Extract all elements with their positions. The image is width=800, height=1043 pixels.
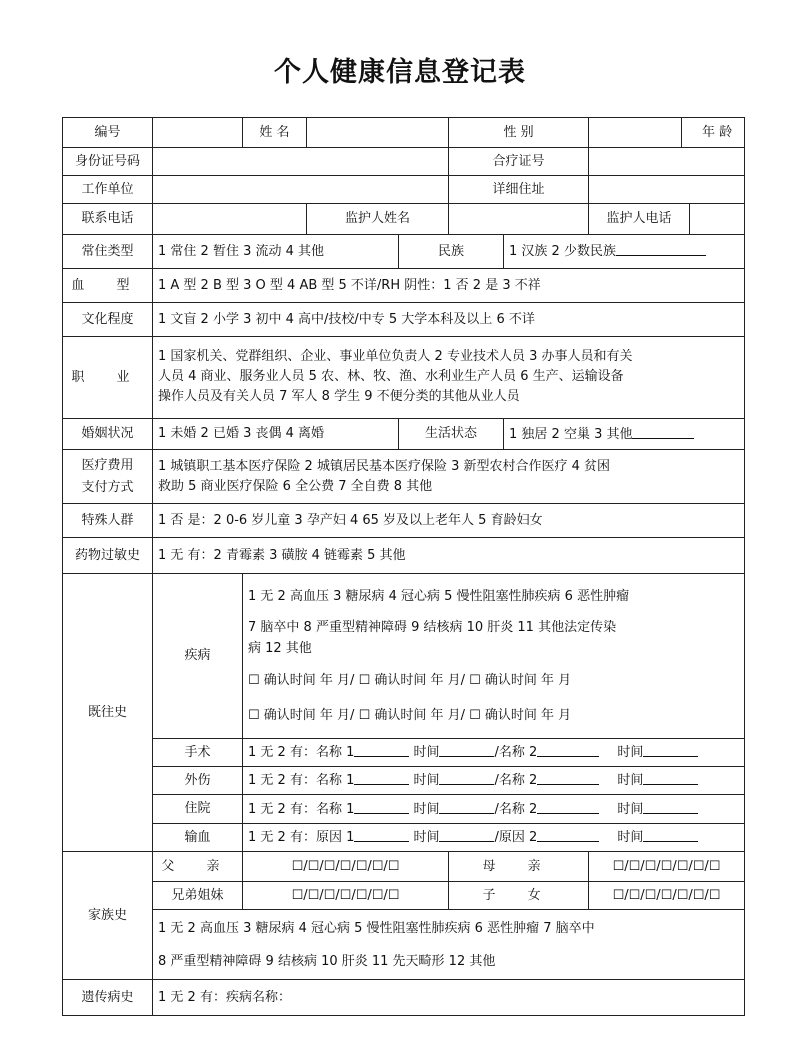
- residence-label: 常住类型: [63, 235, 153, 269]
- sibling-label: 兄弟姐妹: [153, 882, 243, 910]
- id-label: 编号: [63, 118, 153, 148]
- blood-label: 血 型: [63, 269, 153, 303]
- gender-field[interactable]: [589, 118, 682, 147]
- life-blank[interactable]: [632, 424, 694, 439]
- confirm-line-1[interactable]: ☐ 确认时间 年 月/ ☐ 确认时间 年 月/ ☐ 确认时间 年 月: [248, 673, 572, 688]
- phone-label: 联系电话: [63, 204, 153, 235]
- health-registration-form: [62, 117, 745, 1016]
- child-checkboxes[interactable]: ☐/☐/☐/☐/☐/☐/☐: [589, 882, 745, 910]
- id-field[interactable]: [153, 118, 243, 148]
- sibling-checkboxes[interactable]: ☐/☐/☐/☐/☐/☐/☐: [243, 882, 449, 910]
- coop-label: 合疗证号: [449, 148, 589, 176]
- job-line-1: 1 国家机关、党群组织、企业、事业单位负责人 2 专业技术人员 3 办事人员和有关: [158, 349, 633, 364]
- age-label: 年 龄: [682, 118, 745, 147]
- genetic-options[interactable]: 1 无 2 有：疾病名称：: [153, 980, 745, 1016]
- child-label: 子 女: [449, 882, 589, 910]
- hospital-row: 1 无 2 有：名称 1 时间 /名称 2 时间: [243, 795, 745, 824]
- confirm-line-2[interactable]: ☐ 确认时间 年 月/ ☐ 确认时间 年 月/ ☐ 确认时间 年 月: [248, 708, 572, 723]
- father-checkboxes[interactable]: ☐/☐/☐/☐/☐/☐/☐: [243, 852, 449, 882]
- work-label: 工作单位: [63, 176, 153, 204]
- life-options: 1 独居 2 空巢 3 其他: [509, 426, 633, 442]
- transfusion-label: 输血: [153, 824, 243, 852]
- ethnic-label: 民族: [399, 235, 504, 269]
- history-label: 既往史: [63, 574, 153, 852]
- guardian-name-label: 监护人姓名: [307, 204, 449, 235]
- blood-options: 1 A 型 2 B 型 3 O 型 4 AB 型 5 不详/RH 阴性：1 否 2 是 3 不祥: [153, 269, 745, 303]
- surgery-label: 手术: [153, 739, 243, 767]
- ethnic-options: 1 汉族 2 少数民族: [509, 244, 616, 259]
- edu-options: 1 文盲 2 小学 3 初中 4 高中/技校/中专 5 大学本科及以上 6 不详: [153, 303, 745, 337]
- name-label: 姓 名: [243, 118, 307, 148]
- special-options: 1 否 是：2 0-6 岁儿童 3 孕产妇 4 65 岁及以上老年人 5 育龄妇女: [153, 504, 745, 538]
- life-cell: [504, 419, 745, 450]
- payment-line-1: 1 城镇职工基本医疗保险 2 城镇居民基本医疗保险 3 新型农村合作医疗 4 贫困: [158, 458, 611, 474]
- disease-line-1: 1 无 2 高血压 3 糖尿病 4 冠心病 5 慢性阻塞性肺疾病 6 恶性肿瘤: [248, 589, 630, 604]
- genetic-label: 遗传病史: [63, 980, 153, 1016]
- guardian-name-field[interactable]: [449, 204, 589, 235]
- special-label: 特殊人群: [63, 504, 153, 538]
- allergy-label: 药物过敏史: [63, 538, 153, 574]
- residence-options: 1 常住 2 暂住 3 流动 4 其他: [153, 235, 399, 269]
- disease-label: 疾病: [153, 574, 243, 739]
- job-line-3: 操作人员及有关人员 7 军人 8 学生 9 不便分类的其他从业人员: [158, 389, 520, 404]
- family-line-1: 1 无 2 高血压 3 糖尿病 4 冠心病 5 慢性阻塞性肺疾病 6 恶性肿瘤 7 脑卒中: [158, 920, 595, 936]
- coop-field[interactable]: [589, 148, 745, 176]
- address-label: 详细住址: [449, 176, 589, 204]
- family-label: 家族史: [63, 852, 153, 980]
- work-field[interactable]: [153, 176, 449, 204]
- form-title: 个人健康信息登记表: [274, 57, 526, 88]
- idcard-label: 身份证号码: [63, 148, 153, 176]
- mother-checkboxes[interactable]: ☐/☐/☐/☐/☐/☐/☐: [589, 852, 745, 882]
- ethnic-cell: [504, 235, 745, 269]
- gender-label: 性 别: [449, 118, 589, 148]
- trauma-label: 外伤: [153, 767, 243, 795]
- mother-label: 母 亲: [449, 852, 589, 882]
- allergy-options: 1 无 有：2 青霉素 3 磺胺 4 链霉素 5 其他: [153, 538, 745, 574]
- disease-line-3: 病 12 其他: [248, 641, 312, 656]
- transfusion-row: 1 无 2 有：原因 1 时间 /原因 2 时间: [243, 824, 745, 852]
- address-field[interactable]: [589, 176, 745, 204]
- hospital-label: 住院: [153, 795, 243, 824]
- ethnic-blank[interactable]: [616, 241, 706, 256]
- father-label: 父 亲: [153, 852, 243, 882]
- edu-label: 文化程度: [63, 303, 153, 337]
- job-line-2: 人员 4 商业、服务业人员 5 农、林、牧、渔、水利业生产人员 6 生产、运输设备: [158, 369, 624, 384]
- idcard-field[interactable]: [153, 148, 449, 176]
- payment-label-1: 医疗费用: [81, 457, 134, 473]
- guardian-phone-label: 监护人电话: [589, 204, 690, 234]
- job-label: 职 业: [63, 337, 153, 419]
- name-field[interactable]: [307, 118, 449, 148]
- life-label: 生活状态: [399, 419, 504, 450]
- payment-line-2: 救助 5 商业医疗保险 6 全公费 7 全自费 8 其他: [158, 478, 433, 494]
- guardian-phone-field[interactable]: [690, 204, 745, 234]
- phone-field[interactable]: [153, 204, 307, 235]
- payment-label-2: 支付方式: [81, 479, 134, 495]
- family-line-2: 8 严重型精神障碍 9 结核病 10 肝炎 11 先天畸形 12 其他: [158, 953, 496, 969]
- disease-line-2: 7 脑卒中 8 严重型精神障碍 9 结核病 10 肝炎 11 其他法定传染: [248, 620, 617, 635]
- marital-options: 1 未婚 2 已婚 3 丧偶 4 离婚: [153, 419, 399, 450]
- marital-label: 婚姻状况: [63, 419, 153, 450]
- trauma-row: 1 无 2 有：名称 1 时间 /名称 2 时间: [243, 767, 745, 795]
- surgery-row: 1 无 2 有：名称 1 时间 /名称 2 时间: [243, 739, 745, 767]
